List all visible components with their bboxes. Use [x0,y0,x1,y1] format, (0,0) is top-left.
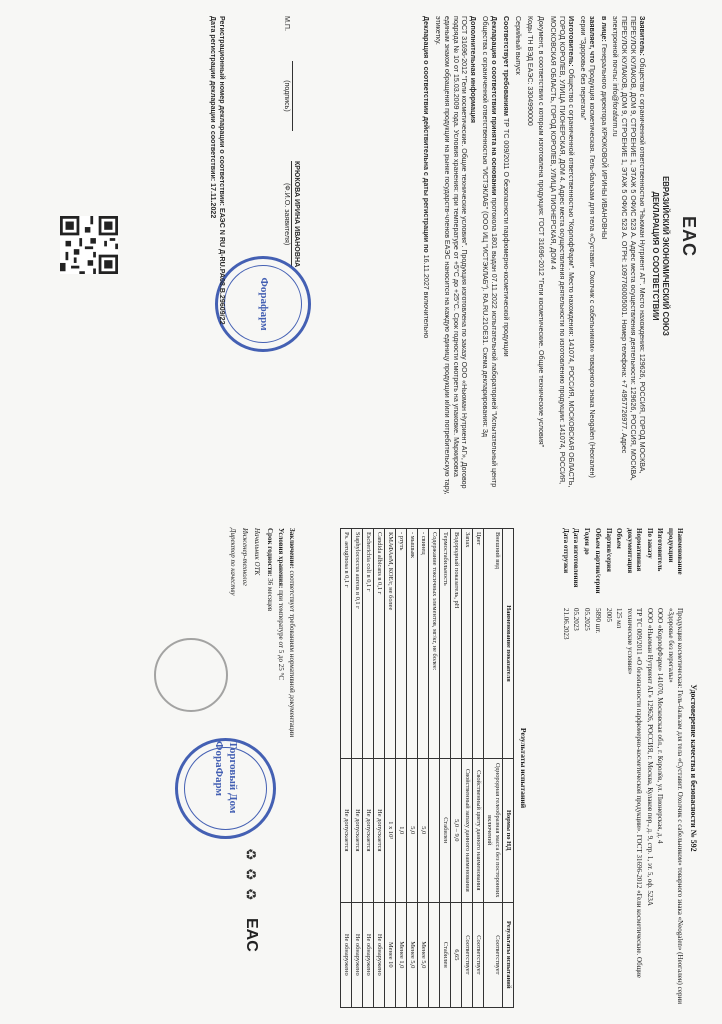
basis-label: Декларация о соответствии принята на основании [489,16,498,196]
result-cell: Не обнаружено [374,902,385,1007]
registration-block [208,16,226,496]
field-key: Дата отгрузки [561,528,570,574]
results-title: Результаты испытаний [519,727,528,809]
manufacturer-text: Общество с ограниченной ответственностью "КорлофФарм". Место нахождения: 141074, РОССИЯ, МОСКОВСКАЯ ОБЛАСТЬ, ГОРОД КОРОЛЕВ, УЛИЦА ПИОНЕРСКАЯ, ДОМ 4. Адрес места осуществления деятельности по изготовлению продукции: 141074, РОССИЯ, МОСКОВСКАЯ ОБЛАСТЬ, ГОРОД КОРОЛЕВ, УЛИЦА ПИОНЕРСКАЯ, ДОМ 4 [549,16,575,488]
certificate-document [16,518,706,1018]
table-row [484,529,503,1008]
indicator-cell: Внешний вид [484,529,503,759]
applicant-text: Общество с ограниченной ответственностью "Ньюман Нутриент АГ". Место нахождения: 129626, РОССИЯ, ГОРОД МОСКВА, ПЕРЕУЛОК КУЛАКОВ, ДОМ 9, СТРОЕНИЕ 1, ЭТАЖ 5 ОФИС 523 А. Адрес места осуществления деятельности: 129626, РОССИЯ, МОСКВА, ПЕРЕУЛОК КУЛАКОВ, ДОМ 9, СТРОЕНИЕ 1, ЭТАЖ 5 ОФИС 523 А. ОГРН: 1097760005001. Номер телефона: +7 4957726977. Адрес электронной почты: info@forafarm.ru [611,16,646,481]
field-key: Объем партии/серии [594,528,602,594]
norm-cell: 5,0 – 9,0 [451,758,462,902]
conclusion-label: Заключение: [288,528,296,569]
norm-cell: Не допускается [374,758,385,902]
document-paragraph: Документ, в соответствии с которым изготовлена продукция: ГОСТ 31696-2012 "Гели косметические. Общие технические условия" [537,16,546,448]
norm-cell: 1,0 [396,758,407,902]
manufacturer-paragraph [548,16,575,496]
result-cell [429,902,440,1007]
result-cell: Соответствует [462,902,473,1007]
indicator-cell: Ps. aeruginosa в 0,1 г [341,529,352,759]
declares-text: Продукция косметическая. Гель-бальзам для тела «Суставит. Охолчик с сабельником» товарного знака Neogalen (Неогален) серии "Здоровье без перегалы" [578,16,596,478]
norm-cell: Свойственный запаху данного наименования [462,758,473,902]
field-key: По заказу [645,528,654,559]
table-row [374,529,385,1008]
result-cell: Не обнаружено [352,902,363,1007]
field-row [626,528,644,1008]
table-row [418,529,429,1008]
result-cell: 6,65 [451,902,462,1007]
field-key: Объем [615,528,624,549]
additional-paragraph [433,16,477,496]
field-row [615,528,624,1008]
results-body [341,529,503,1008]
signatory-name: КРЮКОВА ИРИНА ИВАНОВНА [293,160,301,268]
results-table [340,528,514,1008]
field-row [656,528,665,1008]
norm-cell [429,758,440,902]
conforms-label: Соответствует требованиям [501,16,510,116]
reg-number: ЕАЭС N RU Д-RU.РА08.В.29609/22 [218,207,226,325]
recycle-icon: ♻ [242,888,257,901]
indicator-cell: КМАФАнМ, КОЕ/г, не более [385,529,396,759]
field-value: ООО «КорлофФарм» 141070, Московская обл., г. Королёв, ул. Пионерская, д. 4 [656,608,665,844]
declares-label: заявляет, что [587,16,596,63]
indicator-cell: Содержание токсичных элементов, мг/кг, не более: [429,529,440,759]
company-stamp [215,256,311,352]
eac-logo-small: EAC [243,918,260,952]
table-row [440,529,451,1008]
signatory-qc: Начальник ОТК [253,528,261,576]
certificate-fields [559,528,684,1008]
table-row [396,529,407,1008]
norm-cell: Свойственный цвету данного наименования [473,758,484,902]
field-row [667,528,685,1008]
header-norms: Нормы по НД [503,758,514,902]
table-row [341,529,352,1008]
field-value: ТР ТС 009/2011 «О безопасности парфюмерно-косметической продукции». ГОСТ 31696-2012 «Гели косметические. Общие технические условия» [626,608,643,978]
declaration-body [418,16,646,496]
indicator-cell: Цвет [473,529,484,759]
header-results: Результаты испытаний [503,902,514,1007]
declaration-document [16,6,706,506]
declaration-signature-block [282,16,301,496]
reg-date-label: Дата регистрации декларации о соответствии: [209,16,218,182]
field-row [593,528,602,1008]
indicator-cell: Candida albicans в 0,1 г [374,529,385,759]
mp-label: М.П. [283,16,292,31]
manufacturer-label: Изготовитель: [566,16,575,67]
result-cell: Менее 10 [385,902,396,1007]
result-cell: Не обнаружено [363,902,374,1007]
field-key: Дата изготовления [572,528,581,588]
storage-label: Условия хранения: [277,528,286,589]
table-row [352,529,363,1008]
conforms-paragraph [501,16,510,496]
field-value: 125 мл [615,608,624,629]
series-paragraph: Серийный выпуск [513,16,522,75]
field-value: 5890 шт. [594,608,602,634]
result-cell: Соответствует [484,902,503,1007]
field-key: Нормативная документация [626,528,643,574]
storage-text: при температуре от 5 до 25 °С [277,590,286,680]
result-cell: Менее 1,0 [396,902,407,1007]
field-value: 05.2025 [583,608,592,631]
indicator-cell: Водородный показатель, pH [451,529,462,759]
indicator-cell: - ртуть [396,529,407,759]
signature-caption: (подпись) [282,61,293,131]
reg-number-label: Регистрационный номер декларации о соответствии: [218,16,226,206]
declaration-union-header: ЕВРАЗИЙСКИЙ ЭКОНОМИЧЕСКИЙ СОЮЗ [661,176,670,336]
conforms-text: ТР ТС 009/2011 О безопасности парфюмерно-косметической продукции [501,117,510,357]
norm-cell: Не допускается [352,758,363,902]
norm-cell: 5,0 [407,758,418,902]
declares-paragraph [578,16,596,496]
table-row [462,529,473,1008]
table-row [407,529,418,1008]
validity-label: Декларация о соответствии действительна с даты регистрации по [421,16,430,253]
result-cell: Менее 5,0 [407,902,418,1007]
field-key: Партия/серия [604,528,613,572]
norm-cell: Не допускается [341,758,352,902]
results-header-row [503,529,514,1008]
person-text: Генерального директора КРЮКОВОЙ ИРИНЫ ИВАНОВНЫ [599,43,608,240]
result-cell: Соответствует [473,902,484,1007]
norm-cell: 1 х 10³ [385,758,396,902]
indicator-cell: Термостабильность [440,529,451,759]
field-row [645,528,654,1008]
shelf-label: Срок годности: [266,528,275,577]
field-row [561,528,570,1008]
qr-code-icon [60,216,118,274]
indicator-cell: - свинец [418,529,429,759]
additional-label: Дополнительная информация [469,16,478,123]
eac-logo: EAC [679,216,699,258]
declaration-title: ДЕКЛАРАЦИЯ О СООТВЕТСТВИИ [651,191,660,321]
person-paragraph [599,16,608,496]
indicator-cell: Staphylococcus aureus в 0,1 г [352,529,363,759]
indicator-cell: - мышьяк [407,529,418,759]
recycle-icon: ♻ [242,848,257,861]
field-value: 05.2023 [572,608,581,631]
company-stamp-text: Форафарм [257,277,270,331]
result-cell: Не обнаружено [341,902,352,1007]
table-row [473,529,484,1008]
shelf-text: 36 месяцев [266,578,275,612]
field-row [583,528,592,1008]
norm-cell: Стабилен [440,758,451,902]
trading-house-stamp [175,738,276,839]
basis-paragraph [480,16,498,496]
result-cell: Менее 5,0 [418,902,429,1007]
validity-text: 16.11.2027 включительно [421,254,430,339]
validity-paragraph [421,16,430,496]
table-row [429,529,440,1008]
additional-text: ГОСТ 31696-2012 "Гели косметические. Общие технические условия". Продукция изготовлена по заказу ООО «Ньюман Нутриент АГ», Договор подряда № 10 от 15.03.2009 года. Условия хранения: при температуре от +5°C до +25°C. Срок годности смотреть на упаковке. Маркировка единым знаком обращения продукции на рынке государств-членов ЕАЭС наносится на каждую единицу продукции и/или потребительскую тару, этикетку. [433,16,469,495]
norm-cell: 5,0 [418,758,429,902]
indicator-cell: Escherichia coli в 0,1 г [363,529,374,759]
field-value: 21.06.2023 [561,608,570,640]
conclusion-text: соответствует требованиям нормативной документации [288,570,296,738]
header-indicator: Наименование показателя [503,529,514,759]
codes-paragraph: Коды ТН ВЭД ЕАЭС: 3304990000 [525,16,534,126]
field-key: Наименование продукции [667,528,684,575]
field-key: Изготовитель [656,528,665,572]
recycle-icon: ♻ [242,868,257,881]
person-label: в лице: [599,16,608,42]
field-value: ООО «Ньюман Нутриент АГ» 129626, РОССИЯ, г. Москва, Кулаков пер., д. 9, стр. 1, эт. 5, оф. 523А [645,608,654,906]
reg-date: 17.11.2022 [209,183,218,219]
table-row [363,529,374,1008]
indicator-cell: Запах [462,529,473,759]
applicant-label: Заявитель: [638,16,646,56]
applicant-paragraph [611,16,646,496]
norm-cell: Однородная гелеобразная масса без посторонних включений [484,758,503,902]
table-row [451,529,462,1008]
result-cell: Стабилен [440,902,451,1007]
table-row [385,529,396,1008]
field-key: Годен до [583,528,592,555]
signatory-director: Директор по качеству [229,528,238,596]
basis-text: протокола 1801 выдан 07.11.2022 испытательной лабораторией "Испытательный центр Общества с ограниченной ответственностью "ИСТЭКЛАБ" (ООО ИЦ "ИСТЭКЛАБ"). RA.RU.21OE31. Схема декларирования: 3д [481,16,498,488]
signatory-engineer: Инженер-технолог [241,528,250,586]
norm-cell: Не допускается [363,758,374,902]
secondary-stamp [154,638,228,712]
field-value: Продукция косметическая: Гель-бальзам для тела «Суставит. Охолчик с сабельником» товарного знака «Neogalen» (Неогален) серии «Здоровье без перегалы» [667,608,684,1004]
certificate-page [0,512,722,1024]
field-row [604,528,613,1008]
field-value: 2005 [604,608,613,622]
signatory-caption: (Ф.И.О. заявителя) [282,161,292,267]
trading-house-stamp-text: Торговый Дом ФораФарм [213,741,240,814]
certificate-title: Удостоверение качества и безопасности № 592 [689,684,698,852]
field-row [572,528,581,1008]
